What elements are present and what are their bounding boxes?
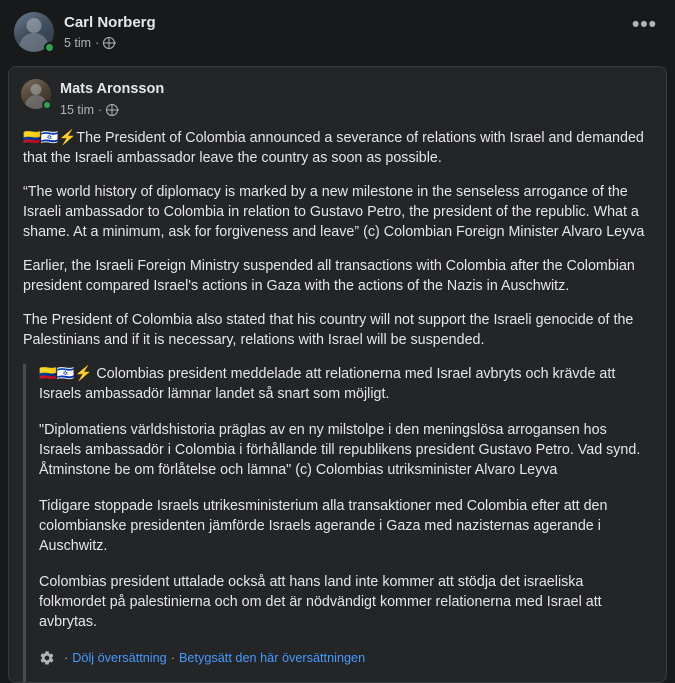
globe-icon[interactable] [106, 104, 118, 116]
post-paragraph: 🇨🇴🇮🇱⚡The President of Colombia announced a severance of relations with Israel and demanded that the Israeli ambassador leave the country as soon as possible. [23, 130, 644, 166]
more-options-icon[interactable]: ••• [631, 13, 657, 36]
shared-post-card [8, 66, 667, 683]
outer-post-header [0, 0, 675, 60]
meta-separator: · [98, 103, 103, 117]
shared-post-timestamp[interactable]: 15 tim [60, 103, 95, 117]
avatar[interactable] [21, 79, 51, 109]
outer-post-timestamp[interactable]: 5 tim [64, 36, 92, 50]
globe-icon[interactable] [103, 37, 115, 49]
meta-separator: · [95, 36, 100, 50]
online-status-dot [44, 42, 55, 53]
outer-post-author-block [64, 12, 624, 51]
action-separator: · [64, 651, 69, 665]
shared-post-author-block [60, 79, 654, 118]
translation-actions [39, 648, 652, 682]
hide-translation-link[interactable]: Dölj översättning [72, 651, 167, 665]
shared-post-text [9, 122, 666, 350]
outer-post-meta [64, 35, 624, 51]
translation-paragraph: "Diplomatiens världshistoria präglas av en ny milstolpe i den meningslösa arrogansen hos Israels ambassadör i Colombia i förhållande till republikens president Gustavo Petro. Vad synd. Åtminstone be om förlåtelse och lämna" (c) Colombias utriksminister Alvaro Leyva [39, 422, 641, 478]
shared-post-header [9, 67, 666, 122]
post-paragraph: “The world history of diplomacy is marked by a new milestone in the senseless arrogance of the Israeli ambassador to Colombia in relation to Gustavo Petro, the president of the republic. What a shame. At a minimum, ask for forgiveness and leave” (c) Colombian Foreign Minister Alvaro Leyva [23, 184, 645, 240]
post-paragraph: The President of Colombia also stated that his country will not support the Israeli genocide of the Palestinians and if it is necessary, relations with Israel will be suspended. [23, 312, 634, 348]
shared-post-author-name[interactable]: Mats Aronsson [60, 81, 165, 97]
rate-translation-link[interactable]: Betygsätt den här översättningen [178, 651, 366, 665]
outer-post-author-name[interactable]: Carl Norberg [64, 14, 156, 31]
translation-paragraph: Tidigare stoppade Israels utrikesministerium alla transaktioner med Colombia efter att den colombianske presidenten jämförde Israels agerande i Gaza med nazisternas agerande i Auschwitz. [39, 498, 608, 554]
avatar[interactable] [14, 12, 54, 52]
translation-block [23, 364, 652, 682]
translation-paragraph: Colombias president uttalade också att hans land inte kommer att stödja det israeliska folkmordet på palestinierna och om det är nödvändigt kommer relationerna med Israel att avbrytas. [39, 574, 602, 630]
post-paragraph: Earlier, the Israeli Foreign Ministry suspended all transactions with Colombia after the Colombian president compared Israel's actions in Gaza with the actions of the Nazis in Auschwitz. [23, 258, 635, 294]
online-status-dot [42, 100, 52, 110]
action-separator: · [170, 651, 175, 665]
gear-icon[interactable] [39, 650, 55, 666]
translation-paragraph: 🇨🇴🇮🇱⚡ Colombias president meddelade att relationerna med Israel avbryts och krävde att Israels ambassadör lämnar landet så snart som möjligt. [39, 366, 616, 402]
shared-post-meta [60, 102, 654, 118]
